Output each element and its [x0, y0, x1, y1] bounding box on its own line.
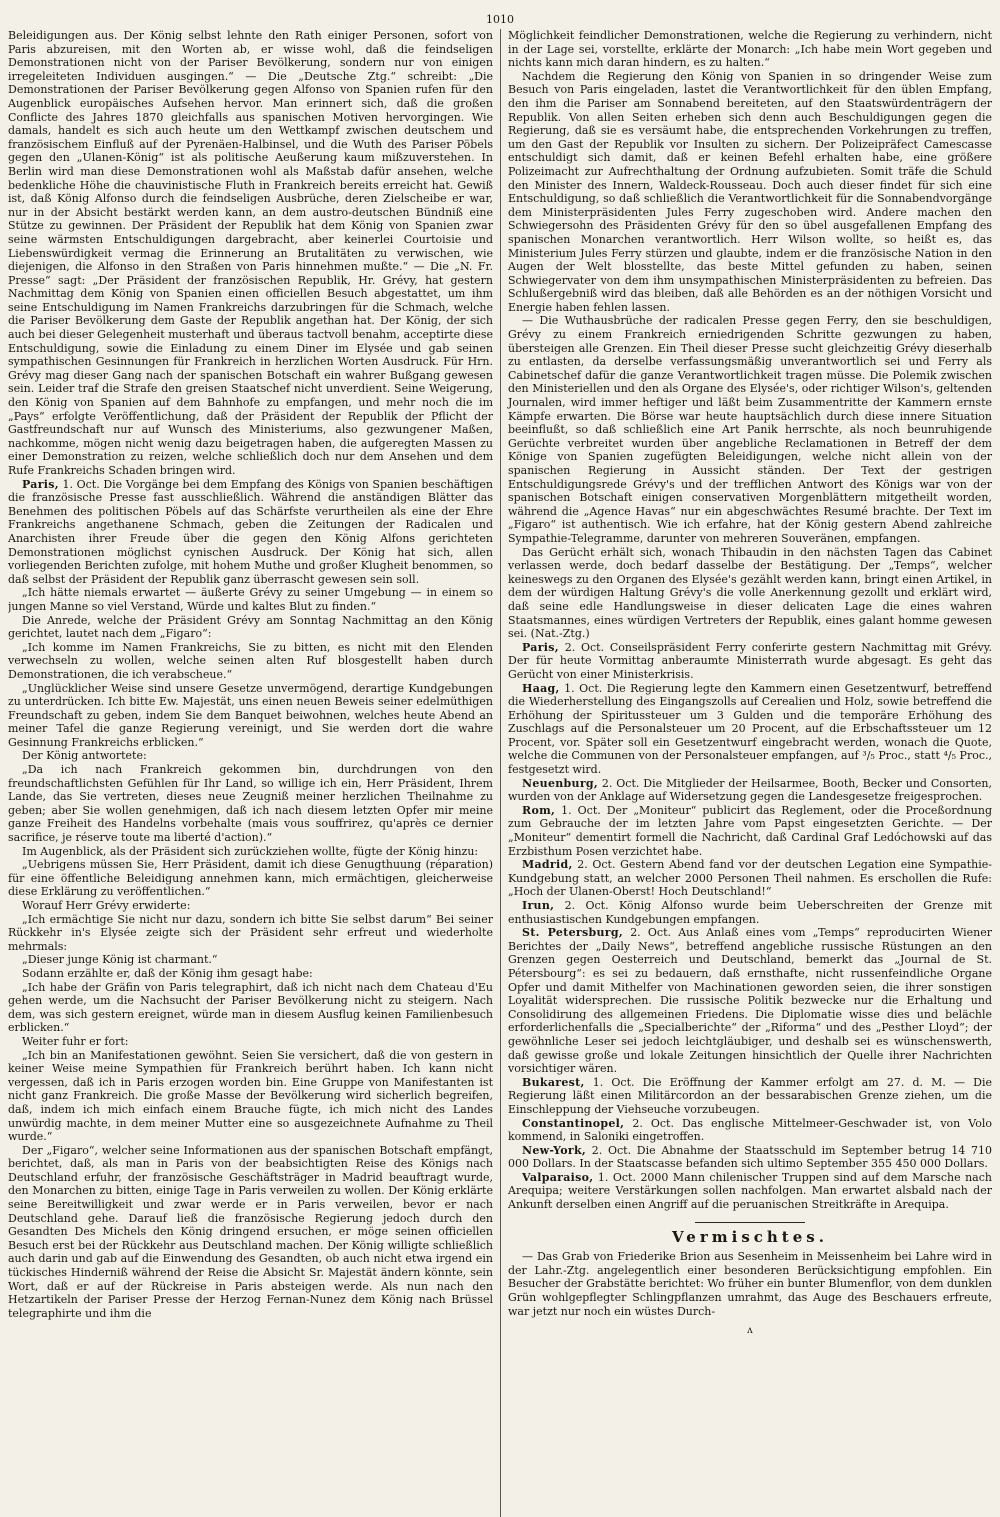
dateline: Paris,: [522, 640, 559, 654]
quoted-paragraph: „Uebrigens müssen Sie, Herr Präsident, damit ich diese Genugthuung (réparation) für eine öffentliche Beleidigung annehmen kann, mich ermächtigen, gleicherweise diese Erklärung zu veröffentlichen.“: [8, 858, 493, 899]
report-text: 2. Oct. Gestern Abend fand vor der deutschen Legation eine Sympathie-Kundgebung statt, an welcher 2000 Personen Theil nahmen. Es erschollen die Rufe: „Hoch der Ulanen-Oberst! Hoch Deutschland!“: [508, 858, 992, 899]
quoted-paragraph: „Ich habe der Gräfin von Paris telegraphirt, daß ich nicht nach dem Chateau d'Eu gehen werde, um die Nachsucht der Pariser Bevölkerung nicht zu steigern. Nach dem, was sich gestern ereignet, würde man in diesem Ausflug keinen Familienbesuch erblicken.“: [8, 980, 493, 1035]
article-paragraph: Worauf Herr Grévy erwiderte:: [22, 899, 191, 912]
news-report: [508, 777, 992, 804]
section-paragraph: — Das Grab von Friederike Brion aus Sesenheim in Meissenheim bei Lahre wird in der Lahr.-Ztg. angelegentlich einer besonderen Berücksichtigung empfohlen. Ein Besucher der Grabstätte berichtet: Wo früher ein bunter Blumenflor, von dem dunklen Grün wohlgepflegter Schlingpflanzen umrahmt, das Auge des Beschauers erfreute, war jetzt nur noch ein wüstes Durch-: [508, 1250, 992, 1318]
news-report: [508, 1076, 992, 1117]
report-text: 1. Oct. Die Eröffnung der Kammer erfolgt am 27. d. M. — Die Regierung läßt einen Militärcordon an der bessarabischen Grenze ziehen, um die Einschleppung der Viehseuche vorzubeugen.: [508, 1075, 992, 1116]
report-text: 1. Oct. Die Vorgänge bei dem Empfang des Königs von Spanien beschäftigen die französische Presse fast ausschließlich. Während die anständigen Blätter das Benehmen des politischen Pöbels auf das Schärfste verurtheilen als eine der Ehre Frankreichs angethanene Schmach, geben die Zeitungen der Radicalen und Anarchisten ihrer Freude über die gegen den König Alfons gerichteten Demonstrationen möglichst cynischen Ausdruck. Der König hat sich, allen vorliegenden Berichten zufolge, mit hohem Muthe und großer Klugheit benommen, so daß selbst der Präsident der Republik ganz überrascht gewesen sein soll.: [8, 477, 493, 586]
news-report: [508, 1144, 992, 1171]
dateline: New-York,: [522, 1143, 587, 1157]
article-paragraph: — Die Wuthausbrüche der radicalen Presse gegen Ferry, den sie beschuldigen, Grévy zu einem Frankreich erniedrigenden Schritte gezwungen zu haben, übersteigen alle Grenzen. Ein Theil dieser Presse sucht gleichzeitig Grévy dieserhalb zu entlasten, da derselbe verfassungsmäßig unverantwortlich sei und Ferry als Cabinetschef dafür die ganze Verantwortlichkeit tragen müsse. Die Polemik zwischen den Ministeriellen und den als Organe des Elysée's, oder richtiger Wilson's, geltenden Journalen, wird immer heftiger und läßt beim Zusammentritte der Kammern ernste Kämpfe erwarten. Die Börse war heute hauptsächlich durch diese innere Situation beeinflußt, so daß schließlich eine Art Panik herrschte, als noch beunruhigende Gerüchte verbreitet wurden über angebliche Reclamationen in Betreff der dem Könige von Spanien zugefügten Beleidigungen, welche nicht allein von der spanischen Regierung in Aussicht ständen. Der Text der gestrigen Entschuldigungsrede Grévy's und der trefflichen Antwort des Königs war von der spanischen Botschaft einigen conservativen Morgenblättern mitgetheilt worden, während die „Agence Havas“ nur ein abgeschwächtes Resumé brachte. Der Text im „Figaro“ ist authentisch. Wie ich erfahre, hat der König gestern Abend zahlreiche Sympathie-Telegramme, darunter von mehreren Souveränen, empfangen.: [508, 314, 992, 545]
news-report: [508, 1117, 992, 1144]
article-paragraph: Sodann erzählte er, daß der König ihm gesagt habe:: [22, 966, 313, 980]
right-column-articles: [508, 29, 992, 1212]
section-title: Vermischtes.: [672, 1227, 828, 1246]
news-report: [508, 858, 992, 899]
dateline: Bukarest,: [522, 1075, 585, 1089]
columns: [8, 29, 992, 1517]
article-paragraph: Das Gerücht erhält sich, wonach Thibaudin in den nächsten Tagen das Cabinet verlassen werde, doch bedarf dasselbe der Bestätigung. Der „Temps“, welcher keineswegs zu den Organen des Elysée's gezählt werden kann, bringt einen Artikel, in dem der würdigen Haltung Grévy's die volle Anerkennung gezollt und erklärt wird, daß seine edle Handlungsweise in dieser delicaten Lage die eines wahren Staatsmannes, eines würdigen Vertreters der Republik, eines galant homme gewesen sei. (Nat.-Ztg.): [508, 545, 992, 641]
article-paragraph: Der „Figaro“, welcher seine Informationen aus der spanischen Botschaft empfängt, berichtet, daß, als man in Paris von der beabsichtigten Reise des Königs nach Deutschland erfuhr, der französische Geschäftsträger in Madrid beauftragt wurde, den Monarchen zu bitten, einige Tage in Paris verweilen zu wollen. Der König erklärte seine Bereitwilligkeit und zwar werde er in Paris verweilen, bevor er nach Deutschland gehe. Darauf ließ die französische Regierung jedoch durch den Gesandten Des Michels den König dringend ersuchen, er möge seinen officiellen Besuch erst bei der Rückkehr aus Deutschland machen. Der König willigte schließlich auch darin und gab auf die Einwendung des Gesandten, ob auch nicht etwa irgend ein tückisches Hinderniß während der Reise die Absicht Sr. Majestät ändern könnte, sein Wort, daß er auf der Rückreise in Paris absteigen werde. Als nun nach den Hetzartikeln der Pariser Presse der Herzog Fernan-Nunez dem König nach Brüssel telegraphirte und ihm die: [8, 1143, 493, 1320]
quoted-paragraph: „Ich ermächtige Sie nicht nur dazu, sondern ich bitte Sie selbst darum“ Bei seiner Rückkehr in's Elysée zeigte sich der Präsident sehr erfreut und wiederholte mehrmals:: [8, 912, 493, 953]
report-text: 1. Oct. Der „Moniteur“ publicirt das Reglement, oder die Proceßordnung zum Gebrauche der im letzten Jahre vom Papst eingesetzten Gerichte. — Der „Moniteur“ dementirt formell die Nachricht, daß Cardinal Graf Ledóchowski auf das Erzbisthum Posen verzichtet habe.: [508, 803, 992, 858]
dateline: Haag,: [522, 681, 560, 695]
quoted-paragraph: „Ich bin an Manifestationen gewöhnt. Seien Sie versichert, daß die von gestern in keiner Weise meine Sympathien für Frankreich berührt haben. Ich kann nicht vergessen, daß ich in Paris erzogen worden bin. Eine Gruppe von Manifestanten ist nicht ganz Frankreich. Die große Masse der Bevölkerung wird sicherlich begreifen, daß, indem ich mich einfach einem Brauche fügte, ich mich nicht des Landes unwürdig machte, in dem meiner Mutter eine so ausgezeichnete Aufnahme zu Theil wurde.“: [8, 1048, 493, 1144]
quoted-paragraph: „Da ich nach Frankreich gekommen bin, durchdrungen von den freundschaftlichsten Gefühlen für Ihr Land, so willige ich ein, Herr Präsident, Ihrem Lande, das Sie vertreten, dieses neue Zeugniß meiner herzlichen Theilnahme zu geben; aber Sie wollen genehmigen, daß ich nach diesem letzten Opfer mir meine ganze Freiheit des Handelns vorbehalte (mais vous souffrirez, qu'après ce dernier sacrifice, je réserve toute ma liberté d'action).“: [8, 763, 493, 845]
report-text: 2. Oct. Conseilspräsident Ferry conferirte gestern Nachmittag mit Grévy. Der für heute Vormittag anberaumte Ministerrath wurde abgesagt. Es geht das Gerücht von einer Ministerkrisis.: [508, 640, 992, 681]
report-text: 2. Oct. Die Mitglieder der Heilsarmee, Booth, Becker und Consorten, wurden von der Anklage auf Widersetzung gegen die Landesgesetze freigesprochen.: [508, 776, 992, 804]
report-text: 1. Oct. Die Regierung legte den Kammern einen Gesetzentwurf, betreffend die Wiederherstellung des Eingangszolls auf Cerealien und Holz, sowie betreffend die Erhöhung der Spiritussteuer um 3 Gulden und die temporäre Erhöhung des Zuschlags auf die Personalsteuer um 20 Procent, auf die Erbschaftssteuer um 12 Procent, vor. Später soll ein Gesetzentwurf eingebracht werden, wonach die Quote, welche die Communen von der Personalsteuer empfangen, auf ³/₅ Proc., statt ⁴/₅ Proc., festgesetzt wird.: [508, 681, 992, 777]
dateline: Madrid,: [522, 858, 573, 872]
dateline: Paris,: [22, 477, 59, 491]
article-paragraph: Beleidigungen aus. Der König selbst lehnte den Rath einiger Personen, sofort von Paris abzureisen, mit den Worten ab, er wisse wohl, daß die feindseligen Demonstrationen nicht von der Pariser Bevölkerung, sondern nur von einigen irregeleiteten Individuen ausgingen.“ — Die „Deutsche Ztg.“ schreibt: „Die Demonstrationen der Pariser Bevölkerung gegen Alfonso von Spanien rufen für den Augenblick europäisches Aufsehen hervor. Man erinnert sich, daß die großen Conflicte des Jahres 1870 gleichfalls aus spanischen Motiven hervorgingen. Wie damals, handelt es sich auch heute um den Wettkampf zwischen deutschem und französischem Einfluß auf der Pyrenäen-Halbinsel, und die Wuth des Pariser Pöbels gegen den „Ulanen-König“ ist als politische Aeußerung kaum mißzuverstehen. In Berlin wird man diese Demonstrationen wohl als Maßstab dafür ansehen, welche bedenkliche Höhe die chauvinistische Fluth in Frankreich bereits erreicht hat. Gewiß ist, daß König Alfonso durch die feindseligen Ausbrüche, deren Zielscheibe er war, nur in der Absicht bestärkt werden kann, an dem austro-deutschen Bündniß eine Stütze zu gewinnen. Der Präsident der Republik hat dem König von Spanien zwar seine wärmsten Entschuldigungen dargebracht, aber keinerlei Courtoisie und Liebenswürdigkeit vermag die Erinnerung an Brutalitäten zu verwischen, wie diejenigen, die Alfonso in den Straßen von Paris hinnehmen mußte.“ — Die „N. Fr. Presse“ sagt: „Der Präsident der französischen Republik, Hr. Grévy, hat gestern Nachmittag dem König von Spanien einen officiellen Besuch abgestattet, um ihm seine Entschuldigung im Namen Frankreichs darzubringen für die Schmach, welche die Pariser Bevölkerung dem Gaste der Republik angethan hat. Der König, der sich auch bei dieser Gelegenheit musterhaft und überaus tactvoll benahm, acceptirte diese Entschuldigung, sowie die Einladung zu einem Diner im Elysée und gab seinen sympathischen Gesinnungen für Frankreich in herzlichen Worten Ausdruck. Für Hrn. Grévy mag dieser Gang nach der spanischen Botschaft ein wahrer Bußgang gewesen sein. Leider traf die Strafe den greisen Staatschef nicht unverdient. Seine Weigerung, den König von Spanien auf dem Bahnhofe zu empfangen, und mehr noch die im „Pays“ erfolgte Veröffentlichung, daß der Präsident der Republik der Pflicht der Gastfreundschaft nur auf Wunsch des Ministeriums, also gezwungener Maßen, nachkomme, mögen nicht wenig dazu beigetragen haben, die aufgeregten Massen zu einer Demonstration zu reizen, welche schließlich doch nur dem Ansehen und dem Rufe Frankreichs Schaden bringen wird.: [8, 29, 493, 477]
article-paragraph: Nachdem die Regierung den König von Spanien in so dringender Weise zum Besuch von Paris eingeladen, lastet die Verantwortlichkeit für den üblen Empfang, den ihm die Pariser am Sonnabend bereiteten, auf den Staatswürdenträgern der Republik. Von allen Seiten erheben sich denn auch Beschuldigungen gegen die Regierung, daß sie es versäumt habe, die entsprechenden Vorkehrungen zu treffen, um den Gast der Republik vor Insulten zu sichern. Der Polizeipräfect Camescasse entschuldigt sich damit, daß er keinen Befehl erhalten habe, eine größere Polizeimacht zur Aufrechthaltung der Ordnung aufzubieten. Somit träfe die Schuld den Minister des Innern, Waldeck-Rousseau. Doch auch dieser findet für sich eine Entschuldigung, so daß schließlich die Verantwortlichkeit für die Sonnabendvorgänge dem Ministerpräsidenten Jules Ferry zugeschoben wird. Andere machen den Schwiegersohn des Präsidenten Grévy für den so übel ausgefallenen Empfang des spanischen Monarchen verantwortlich. Herr Wilson wollte, so heißt es, das Ministerium Jules Ferry stürzen und glaubte, indem er die französische Nation in den Augen der Welt blosstellte, das beste Mittel gefunden zu haben, seinen Schwiegervater von dem ihm unsympathischen Ministerpräsidenten zu befreien. Das Schlußergebniß wird das bleiben, daß alle Behörden es an der nöthigen Vorsicht und Energie haben fehlen lassen.: [508, 69, 992, 314]
report-text: 1. Oct. 2000 Mann chilenischer Truppen sind auf dem Marsche nach Arequipa; weitere Verstärkungen sollen nachfolgen. Man erwartet alsbald nach der Ankunft derselben einen Angriff auf die peruanischen Streitkräfte in Arequipa.: [508, 1170, 992, 1212]
foot-mark: ʌ: [747, 1325, 753, 1337]
news-report: [508, 641, 992, 682]
article-paragraph: Weiter fuhr er fort:: [22, 1034, 129, 1048]
dateline: St. Petersburg,: [522, 926, 623, 940]
article-paragraph: Möglichkeit feindlicher Demonstrationen, welche die Regierung zu verhindern, nicht in der Lage sei, vorstellte, erklärte der Monarch: „Ich habe mein Wort gegeben und nichts kann mich daran hindern, es zu halten.“: [508, 29, 992, 70]
article-paragraph: Im Augenblick, als der Präsident sich zurückziehen wollte, fügte der König hinzu:: [22, 844, 479, 858]
left-column: [8, 29, 500, 1517]
dateline: Neuenburg,: [522, 776, 599, 790]
quoted-paragraph: „Dieser junge König ist charmant.“: [22, 953, 218, 967]
news-report: [508, 804, 992, 858]
quoted-paragraph: „Unglücklicher Weise sind unsere Gesetze unvermögend, derartige Kundgebungen zu unterdrücken. Ich bitte Ew. Majestät, uns einen neuen Beweis seiner edelmüthigen Freundschaft zu geben, indem Sie dem Banquet beiwohnen, welches heute Abend an meiner Tafel die ganze Regierung vereinigt, und Sie werden dort die wahre Gesinnung Frankreichs erblicken.“: [8, 681, 493, 749]
news-report: [508, 682, 992, 777]
article-paragraph: Die Anrede, welche der Präsident Grévy am Sonntag Nachmittag an den König gerichtet, lautet nach dem „Figaro“:: [8, 613, 493, 641]
report-text: 2. Oct. Das englische Mittelmeer-Geschwader ist, von Volo kommend, in Saloniki eingetroffen.: [508, 1116, 992, 1144]
news-report: [508, 1171, 992, 1212]
quoted-paragraph: „Ich komme im Namen Frankreichs, Sie zu bitten, es nicht mit den Elenden verwechseln zu wollen, welche seinen alten Ruf blosgestellt haben durch Demonstrationen, die ich verabscheue.“: [8, 640, 493, 681]
article-paragraph: Der König antwortete:: [22, 749, 147, 763]
report-text: 2. Oct. Die Abnahme der Staatsschuld im September betrug 14 710 000 Dollars. In der Staatscasse befanden sich ultimo September 355 450 000 Dollars.: [508, 1143, 992, 1171]
right-column: [500, 29, 992, 1517]
news-report: [8, 478, 493, 587]
quoted-paragraph: „Ich hätte niemals erwartet — äußerte Grévy zu seiner Umgebung — in einem so jungen Manne so viel Verstand, Würde und kaltes Blut zu finden.“: [8, 586, 493, 613]
page-number: 1010: [486, 13, 514, 26]
news-report: [508, 899, 992, 926]
dateline: Rom,: [522, 803, 556, 817]
dateline: Valparaiso,: [522, 1170, 594, 1184]
section-divider: [695, 1222, 805, 1223]
report-text: 2. Oct. König Alfonso wurde beim Ueberschreiten der Grenze mit enthusiastischen Kundgebungen empfangen.: [508, 899, 992, 926]
news-report: [508, 926, 992, 1076]
report-text: 2. Oct. Aus Anlaß eines vom „Temps“ reproducirten Wiener Berichtes der „Daily News“, betreffend angebliche russische Rüstungen an den Grenzen gegen Oesterreich und Deutschland, bemerkt das „Journal de St. Pétersbourg“: es sei zu bedauern, daß ernsthafte, nicht russenfeindliche Organe Opfer und damit Mithelfer von Machinationen geworden seien, die ihrer sonstigen Loyalität widersprechen. Die russische Politik bezwecke nur die Erhaltung und Consolidirung des allgemeinen Friedens. Die Diplomatie wisse dies und belächle erforderlichenfalls die „Specialberichte“ der „Riforma“ und des „Pesther Lloyd“; der gewöhnliche Leser sei jedoch leichtgläubiger, und deshalb sei es wünschenswerth, daß gewisse große und lokale Zeitungen hinsichtlich der Quelle ihrer Nachrichten vorsichtiger wären.: [508, 926, 992, 1076]
dateline: Constantinopel,: [522, 1116, 625, 1130]
dateline: Irun,: [522, 899, 555, 912]
